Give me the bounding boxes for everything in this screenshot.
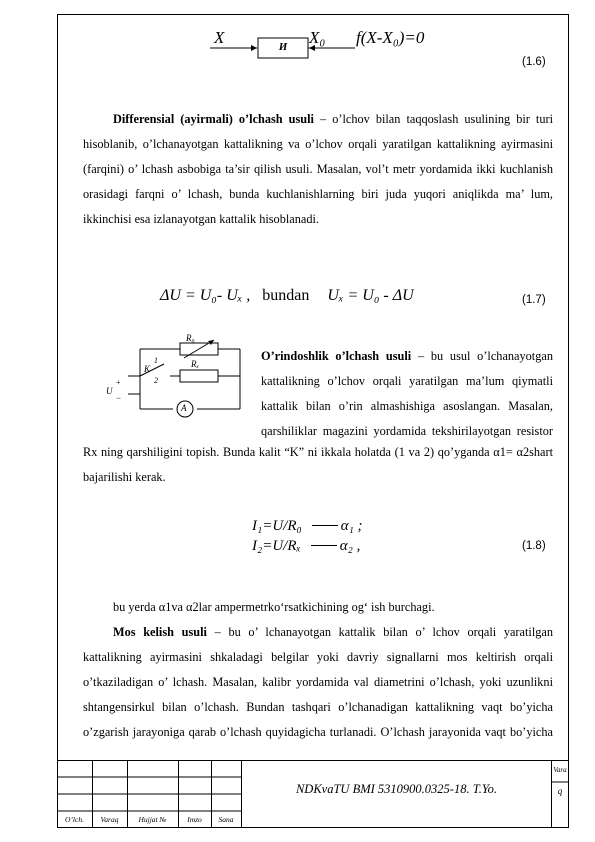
- x0-label: X₀: [309, 28, 326, 47]
- formula-1-8: I₁=U/R₀ α₁ ; I₂=U/Rₓ α₂ ,: [252, 518, 363, 554]
- col-label-signature: Imzo: [187, 815, 202, 824]
- substitution-text-bottom: Rx ning qarshiligini topish. Bunda kalit “K” ni ikkala holatda (1 va 2) qo’yganda α1= α2shart bajarilishi kerak.: [83, 445, 553, 484]
- r0-label: R₀: [186, 333, 195, 343]
- paragraph-coincidence: Mos kelish usuli – bu o’ lchanayotgan kattalik bilan o’ lchov orqali yaratilgan kattalikning ayirmasini shkaladagi belgilar yoki davriy signallarni mos keltirish orqali o’tkaziladigan o’ lchash. Masalan, kalibr yordamida val diametrini o’lchash, yoki uzunlikni shtangensirkul bilan o’lchash. Bundan tashqari o’lchanadigan kattalikning vaqt bo’yicha o’zgarish jarayoniga qarab o’lchash quyidagicha turlanadi. O’lchash jarayonida vaqt bo’yicha: [83, 625, 553, 739]
- document-code: NDKvaTU BMI 5310900.0325-18. T.Yo.: [295, 782, 498, 796]
- voltage-label: U: [106, 386, 113, 396]
- formula-1-7: ΔU = U₀- Uₓ , bundan Uₓ = U₀ - ΔU: [160, 287, 414, 304]
- equation-number-1-8: (1.8): [522, 540, 546, 552]
- sheet-label: Vara: [553, 766, 567, 774]
- rx-label: Rₓ: [191, 359, 200, 369]
- key-label: K: [144, 364, 151, 374]
- substitution-text-top: – bu usul o’lchanayotgan kattalikning o’lchov orqali yaratilgan ma’lum qiymatli kattalik bilan o’rin almashishiga asoslangan. Masalan, qarshiliklar magazini yordamida tekshirilayotgan resistor: [261, 349, 553, 438]
- col-label-measure: O’lch.: [65, 815, 84, 824]
- x-label: X: [214, 28, 225, 47]
- col-label-document: Hujjat №: [138, 815, 167, 824]
- paragraph-differential: Differensial (ayirmali) o’lchash usuli – o’lchov bilan taqqoslash usulining bir turi hisoblanib, o’lchanayotgan kattalikning va o’lchov orqali yaratilgan kattalikning ayirmasini (farqini) o’ lchash asbobiga ta’sir qilish usuli. Masalan, vol’t metr yordamida ikki kuchlanish orasidagi farqni o’ lchash, bunda kuchlanishlarning biri juda yuqori aniqlikda ma’ lum, ikkinchisi esa izlanayotgan kattalik hisoblanadi.: [83, 112, 553, 226]
- function-label: f(X-X₀)=0: [356, 28, 425, 47]
- minus-sign: −: [116, 393, 122, 403]
- box-label: И: [278, 41, 288, 53]
- key-pos-1: 1: [154, 356, 158, 365]
- key-pos-2: 2: [154, 376, 158, 385]
- equation-number-1-6: (1.6): [522, 56, 546, 68]
- paragraph-angles: bu yerda α1va α2lar ampermetrko‘rsatkichining og‘ ish burchagi.: [113, 600, 435, 614]
- plus-sign: +: [116, 378, 121, 387]
- term-substitution: O’rindoshlik o’lchash usuli: [261, 349, 412, 363]
- paragraph-substitution-bottom: [83, 440, 553, 490]
- equation-number-1-7: (1.7): [522, 294, 546, 306]
- sheet-number: q: [557, 786, 563, 796]
- term-differential: Differensial (ayirmali) o’lchash usuli: [113, 112, 314, 126]
- title-block: [57, 760, 569, 828]
- ammeter-label: A: [181, 403, 187, 413]
- col-label-date: Sana: [218, 815, 234, 824]
- term-coincidence: Mos kelish usuli: [113, 625, 207, 639]
- col-label-sheet: Varaq: [100, 815, 119, 824]
- circuit-diagram: [100, 333, 250, 426]
- paragraph-substitution-top: [261, 344, 553, 444]
